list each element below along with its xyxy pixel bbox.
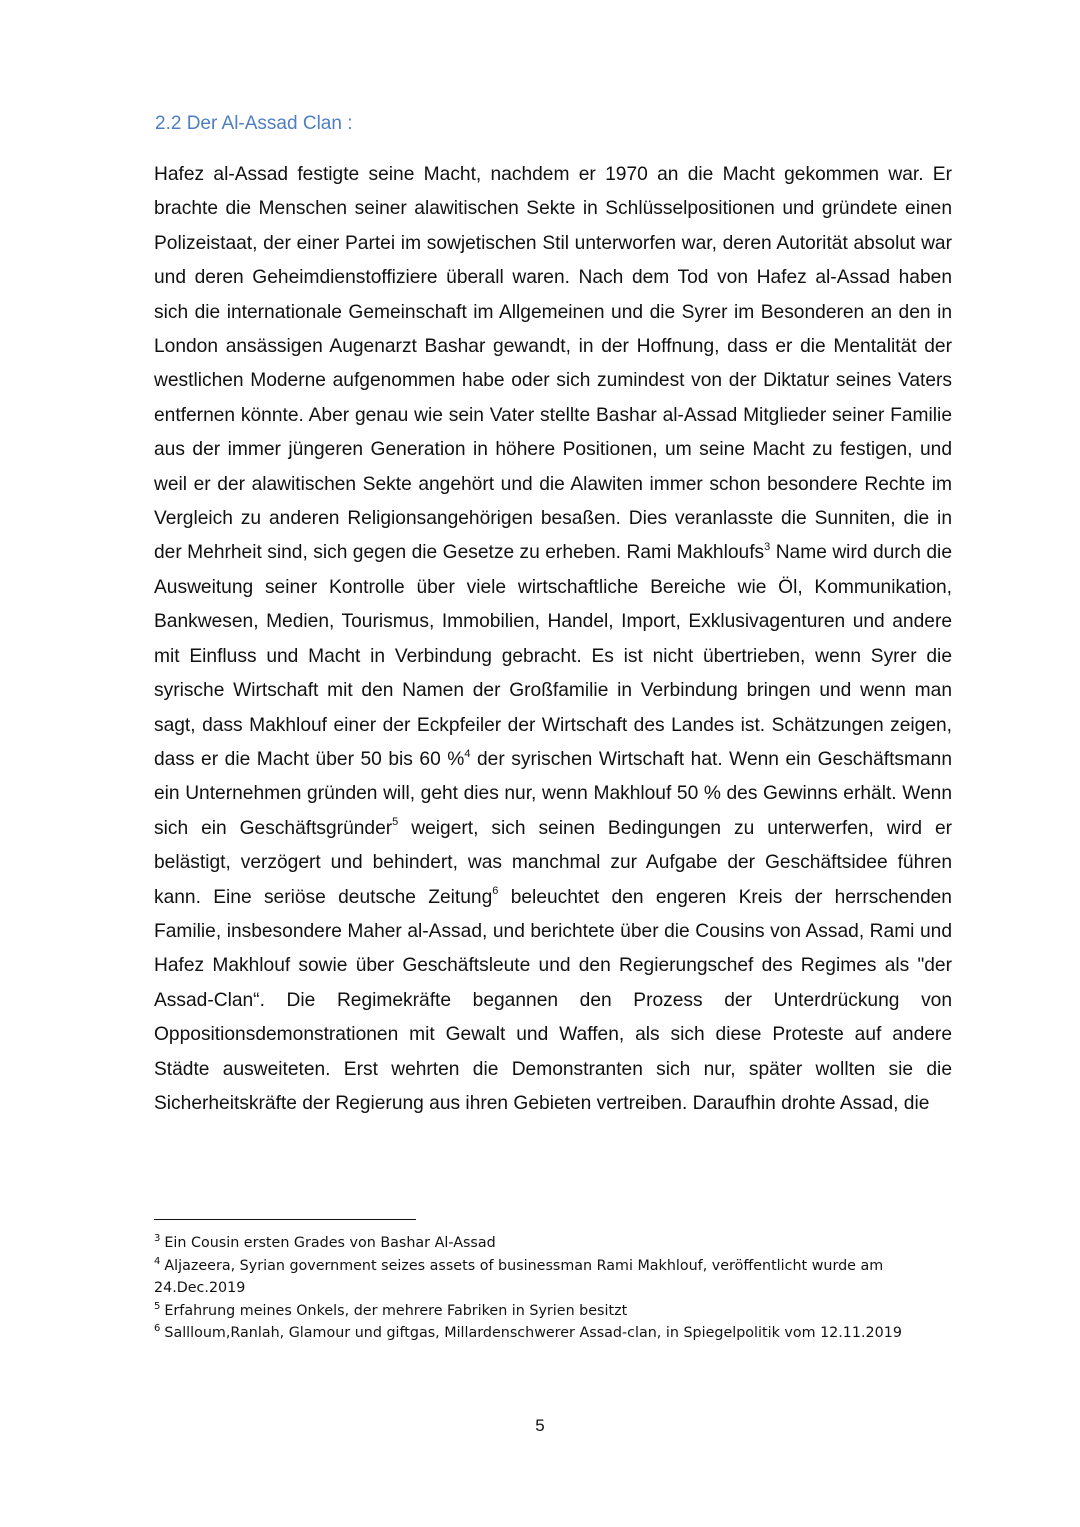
paragraph-segment: weigert, sich seinen Bedingungen zu unterwerfen, wird er belästigt, verzögert und behindert, was manchmal zur Aufgabe der Geschäftsidee führen kann. Eine seriöse deutsche Zeitung: [154, 817, 953, 908]
footnote-separator: [154, 1219, 416, 1220]
footnote-number: 4: [154, 1255, 161, 1267]
footnote-item: [154, 1255, 944, 1300]
footnote-number: 5: [154, 1300, 161, 1312]
footnote-text: Sallloum,Ranlah, Glamour und giftgas, Millardenschwerer Assad-clan, in Spiegelpolitik vom 12.11.2019: [164, 1325, 902, 1341]
body-paragraph: [154, 158, 952, 1121]
footnote-item: [154, 1300, 944, 1323]
footnote-text: Ein Cousin ersten Grades von Bashar Al-Assad: [164, 1235, 496, 1251]
footnote-item: [154, 1322, 944, 1345]
footnote-ref[interactable]: 4: [464, 747, 471, 760]
footnote-number: 3: [154, 1233, 161, 1245]
footnote-ref[interactable]: 3: [764, 541, 771, 554]
paragraph-segment: Hafez al-Assad festigte seine Macht, nachdem er 1970 an die Macht gekommen war. Er brachte die Menschen seiner alawitischen Sekte in Schlüsselpositionen und gründete einen Polizeistaat, der einer Partei im sowjetischen Stil unterworfen war, deren Autorität absolut war und deren Geheimdienstoffiziere überall waren. Nach dem Tod von Hafez al-Assad haben sich die internationale Gemeinschaft im Allgemeinen und die Syrer im Besonderen an den in London ansässigen Augenarzt Bashar gewandt, in der Hoffnung, dass er die Mentalität der westlichen Moderne aufgenommen habe oder sich zumindest von der Diktatur seines Vaters entfernen könnte. Aber genau wie sein Vater stellte Bashar al-Assad Mitglieder seiner Familie aus der immer jüngeren Generation in höhere Positionen, um seine Macht zu festigen, und weil er der alawitischen Sekte angehört und die Alawiten immer schon besondere Rechte im Vergleich zu anderen Religionsangehörigen besaßen. Dies veranlasste die Sunniten, die in der Mehrheit sind, sich gegen die Gesetze zu erheben. Rami Makhloufs: [154, 164, 952, 564]
footnote-text: Erfahrung meines Onkels, der mehrere Fabriken in Syrien besitzt: [164, 1302, 628, 1319]
footnote-ref[interactable]: 6: [492, 885, 499, 898]
footnote-text: Aljazeera, Syrian government seizes assets of businessman Rami Makhlouf, veröffentlicht wurde am 24.Dec.2019: [154, 1257, 884, 1296]
section-heading: 2.2 Der Al-Assad Clan :: [155, 113, 353, 134]
footnote-item: [154, 1232, 944, 1255]
paragraph-segment: der syrischen Wirtschaft hat. Wenn ein Geschäftsmann ein Unternehmen gründen will, geht dies nur, wenn Makhlouf 50 % des Gewinns erhält. Wenn sich ein Geschäftsgründer: [154, 748, 953, 839]
footnotes: [154, 1232, 944, 1345]
page-number: 5: [535, 1416, 545, 1435]
footnote-number: 6: [154, 1323, 161, 1335]
paragraph-segment: Name wird durch die Ausweitung seiner Kontrolle über viele wirtschaftliche Bereiche wie Öl, Kommunikation, Bankwesen, Medien, Tourismus, Immobilien, Handel, Import, Exklusivagenturen und andere mit Einfluss und Macht in Verbindung gebracht. Es ist nicht übertrieben, wenn Syrer die syrische Wirtschaft mit den Namen der Großfamilie in Verbindung bringen und wenn man sagt, dass Makhlouf einer der Eckpfeiler der Wirtschaft des Landes ist. Schätzungen zeigen, dass er die Macht über 50 bis 60 %: [154, 542, 952, 770]
paragraph-segment: beleuchtet den engeren Kreis der herrschenden Familie, insbesondere Maher al-Assad, und berichtete über die Cousins von Assad, Rami und Hafez Makhlouf sowie über Geschäftsleute und den Regierungschef des Regimes als "der Assad-Clan“. Die Regimekräfte begannen den Prozess der Unterdrückung von Oppositionsdemonstrationen mit Gewalt und Waffen, als sich diese Proteste auf andere Städte ausweiteten. Erst wehrten die Demonstranten sich nur, später wollten sie die Sicherheitskräfte der Regierung aus ihren Gebieten vertreiben. Daraufhin drohte Assad, die: [154, 886, 952, 1114]
footnote-ref[interactable]: 5: [392, 816, 399, 829]
